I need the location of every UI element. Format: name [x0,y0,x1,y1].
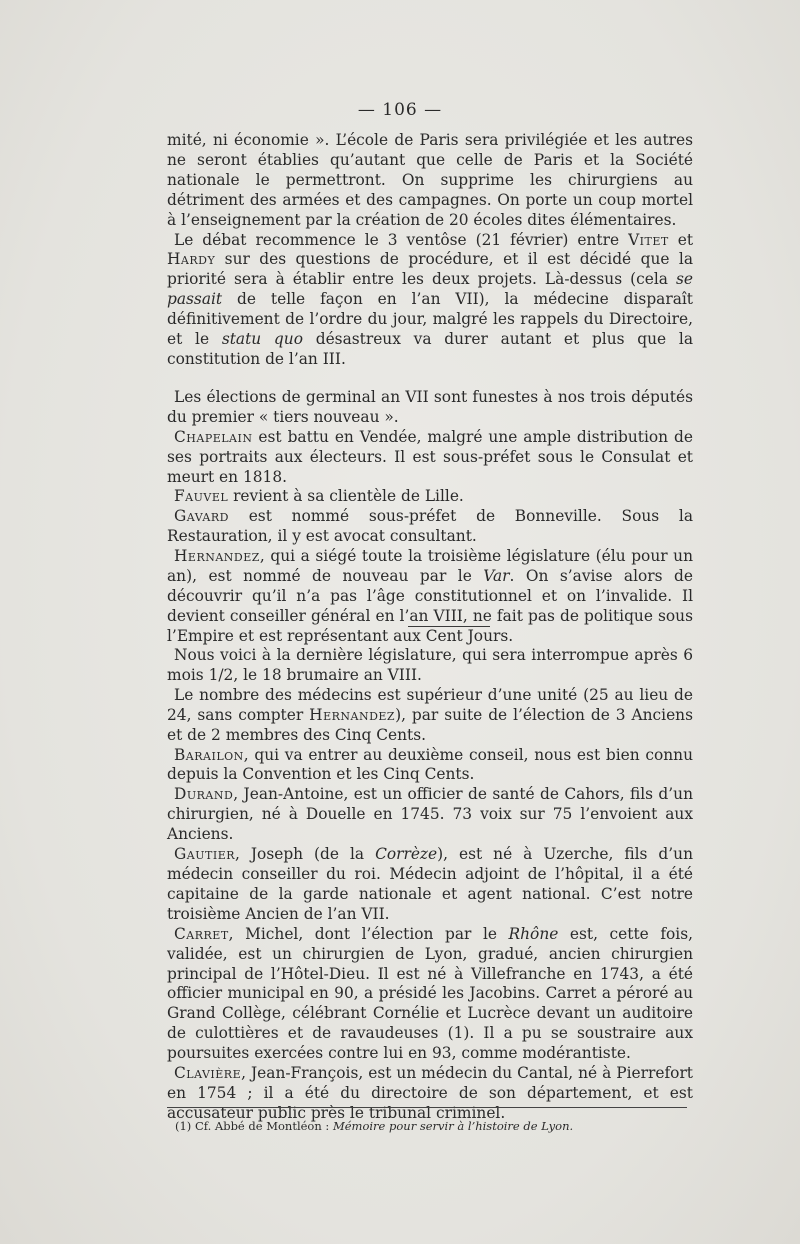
paragraph-chapelain: Chapelain est battu en Vendée, malgré une ample distribution de ses portraits aux électeurs. Il est sous-préfet sous le Consulat et meurt en 1818. [167,427,693,486]
name-carret: Carret [174,924,229,943]
paragraph-claviere: Clavière, Jean-François, est un médecin du Cantal, né à Pierrefort en 1754 ; il a été du directoire de son département, et est accusateur public près le tribunal criminel. [167,1064,693,1122]
name-hardy: Hardy [167,250,216,269]
paragraph-derniere-legislature: Nous voici à la dernière législature, qui sera interrompue après 6 mois 1/2, le 18 brumaire an VIII. [167,646,693,684]
section-divider [408,626,490,627]
name-gautier: Gautier [174,845,236,864]
paragraph-durand: Durand, Jean-Antoine, est un officier de santé de Cahors, fils d’un chirurgien, né à Douelle en 1745. 73 voix sur 75 l’envoient aux Anciens. [167,785,693,844]
name-durand: Durand [174,785,234,804]
name-barailon: Barailon [174,745,244,764]
paragraph-debat: Le débat recommence le 3 ventôse (21 février) entre Vitet et Hardy sur des questions de procédure, et il est décidé que la priorité sera à établir entre les deux projets. Là-dessus (cela se passait de telle façon en l’an VII), la médecine disparaît définitivement de l’ordre du jour, malgré les rappels du Directoire, et le statu quo désastreux va durer autant et plus que la constitution de l’an III. [167,230,694,368]
name-fauvel: Fauvel [174,487,229,506]
section-one [167,131,693,647]
paragraph-gavard: Gavard est nommé sous-préfet de Bonneville. Sous la Restauration, il y est avocat consultant. [167,507,693,546]
name-claviere: Clavière [174,1064,242,1083]
paragraph-hernandez: Hernandez, qui a siégé toute la troisième législature (élu pour un an), est nommé de nouveau par le Var. On s’avise alors de découvrir qu’il n’a pas l’âge constitutionnel et on l’invalide. Il devient conseiller général en l’an VIII, ne fait pas de politique sous l’Empire et est représentant aux Cent Jours. [167,547,693,645]
paragraph-gautier: Gautier, Joseph (de la Corrèze), est né à Uzerche, fils d’un médecin conseiller du roi. Médecin adjoint de l’hôpital, il a été capitaine de la garde nationale et agent national. C’est notre troisième Ancien de l’an VII. [167,845,693,923]
name-gavard: Gavard [174,507,229,526]
paragraph-barailon: Barailon, qui va entrer au deuxième conseil, nous est bien connu depuis la Convention et les Cinq Cents. [167,745,693,784]
paragraph-fauvel: Fauvel revient à sa clientèle de Lille. [174,487,464,506]
section-two [167,646,693,1124]
paragraph-continuation: mité, ni économie ». L’école de Paris sera privilégiée et les autres ne seront établies qu’autant que celle de Paris et la Société nationale le permettront. On supprime les chirurgiens au détriment des armées et des campagnes. On porte un coup mortel à l’enseignement par la création de 20 écoles dites élémentaires. [167,131,693,229]
name-hernandez: Hernandez [174,547,260,566]
name-hernandez-2: Hernandez [309,705,396,724]
name-vitet: Vitet [628,230,669,249]
name-chapelain: Chapelain [174,427,253,446]
page-number: — 106 — [357,100,443,120]
paragraph-carret: Carret, Michel, dont l’élection par le Rhône est, cette fois, validée, est un chirurgien de Lyon, gradué, ancien chirurgien principal de l’Hôtel-Dieu. Il est né à Villefranche en 1743, a été officier municipal en 90, a présidé les Jacobins. Carret a péroré au Grand Collège, célébrant Cornélie et Lucrèce devant un auditoire de culottières et de ravaudeuses (1). Il a pu se soustraire aux poursuites exercées contre lui en 93, comme modérantiste. [167,924,693,1063]
footnote-rule [167,1107,687,1108]
footnote: (1) Cf. Abbé de Montléon : Mémoire pour servir à l’histoire de Lyon. [175,1119,574,1133]
paragraph-elections: Les élections de germinal an VII sont funestes à nos trois députés du premier « tiers nouveau ». [167,387,693,426]
paragraph-nombre-medecins: Le nombre des médecins est supérieur d’une unité (25 au lieu de 24, sans compter Hernandez), par suite de l’élection de 3 Anciens et de 2 membres des Cinq Cents. [167,685,693,744]
